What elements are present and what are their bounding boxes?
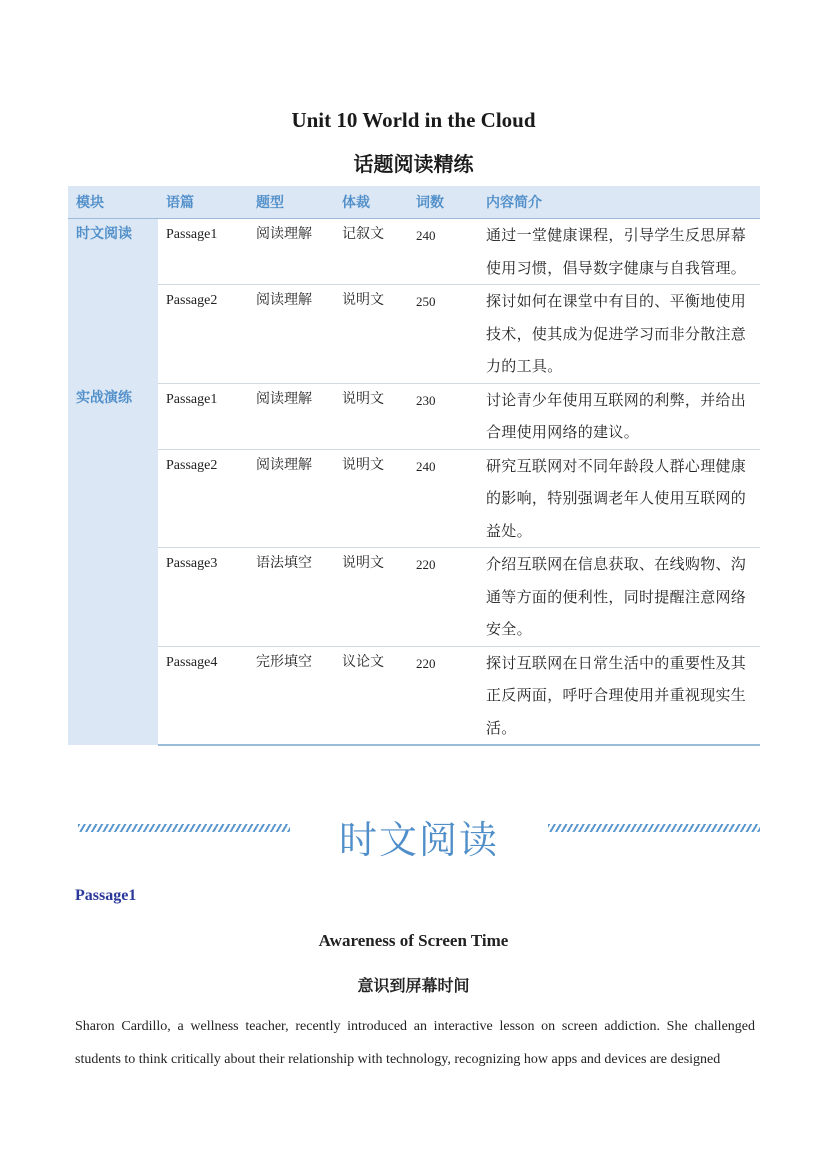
summary-cell: 通过一堂健康课程，引导学生反思屏幕使用习惯，倡导数字健康与自我管理。	[478, 219, 760, 285]
words-cell: 250	[408, 285, 478, 384]
overview-table	[68, 186, 760, 746]
passage-cell: Passage1	[158, 219, 248, 285]
module-cell: 时文阅读	[68, 219, 158, 384]
decorative-stripe-right	[548, 824, 760, 832]
article-body: Sharon Cardillo, a wellness teacher, recently introduced an interactive lesson on screen addiction. She challenged students to think critically about their relationship with technology, recognizing how apps and devices are designed	[75, 1019, 755, 1067]
table-row	[68, 646, 760, 745]
section-banner-title: 时文阅读	[338, 818, 499, 862]
words-cell: 240	[408, 219, 478, 285]
type-cell: 语法填空	[248, 548, 334, 647]
genre-cell: 说明文	[334, 548, 408, 647]
genre-cell: 记叙文	[334, 219, 408, 285]
genre-cell: 说明文	[334, 449, 408, 548]
column-header-genre: 体裁	[334, 186, 408, 219]
words-cell: 240	[408, 449, 478, 548]
summary-cell: 研究互联网对不同年龄段人群心理健康的影响，特别强调老年人使用互联网的益处。	[478, 449, 760, 548]
type-cell: 阅读理解	[248, 285, 334, 384]
table-row	[68, 383, 760, 449]
table-row	[68, 219, 760, 285]
summary-cell: 探讨如何在课堂中有目的、平衡地使用技术，使其成为促进学习而非分散注意力的工具。	[478, 285, 760, 384]
genre-cell: 说明文	[334, 383, 408, 449]
type-cell: 完形填空	[248, 646, 334, 745]
column-header-type: 题型	[248, 186, 334, 219]
summary-cell: 探讨互联网在日常生活中的重要性及其正反两面，呼吁合理使用并重视现实生活。	[478, 646, 760, 745]
words-cell: 220	[408, 646, 478, 745]
passage-cell: Passage3	[158, 548, 248, 647]
passage-cell: Passage1	[158, 383, 248, 449]
column-header-passage: 语篇	[158, 186, 248, 219]
column-header-words: 词数	[408, 186, 478, 219]
passage-cell: Passage4	[158, 646, 248, 745]
table-row	[68, 285, 760, 384]
table-row	[68, 449, 760, 548]
passage-cell: Passage2	[158, 449, 248, 548]
summary-cell: 介绍互联网在信息获取、在线购物、沟通等方面的便利性，同时提醒注意网络安全。	[478, 548, 760, 647]
type-cell: 阅读理解	[248, 383, 334, 449]
article-title-cn: 意识到屏幕时间	[357, 976, 470, 995]
genre-cell: 说明文	[334, 285, 408, 384]
words-cell: 230	[408, 383, 478, 449]
genre-cell: 议论文	[334, 646, 408, 745]
section-banner	[78, 812, 760, 862]
table-header-row	[68, 186, 760, 219]
unit-title: Unit 10 World in the Cloud	[291, 108, 536, 132]
subtitle: 话题阅读精练	[353, 152, 474, 176]
passage-cell: Passage2	[158, 285, 248, 384]
summary-cell: 讨论青少年使用互联网的利弊，并给出合理使用网络的建议。	[478, 383, 760, 449]
article-title: Awareness of Screen Time	[318, 931, 509, 950]
passage-label: Passage1	[75, 887, 137, 904]
type-cell: 阅读理解	[248, 449, 334, 548]
column-header-summary: 内容简介	[478, 186, 760, 219]
column-header-module: 模块	[68, 186, 158, 219]
module-cell: 实战演练	[68, 383, 158, 745]
table-row	[68, 548, 760, 647]
words-cell: 220	[408, 548, 478, 647]
type-cell: 阅读理解	[248, 219, 334, 285]
